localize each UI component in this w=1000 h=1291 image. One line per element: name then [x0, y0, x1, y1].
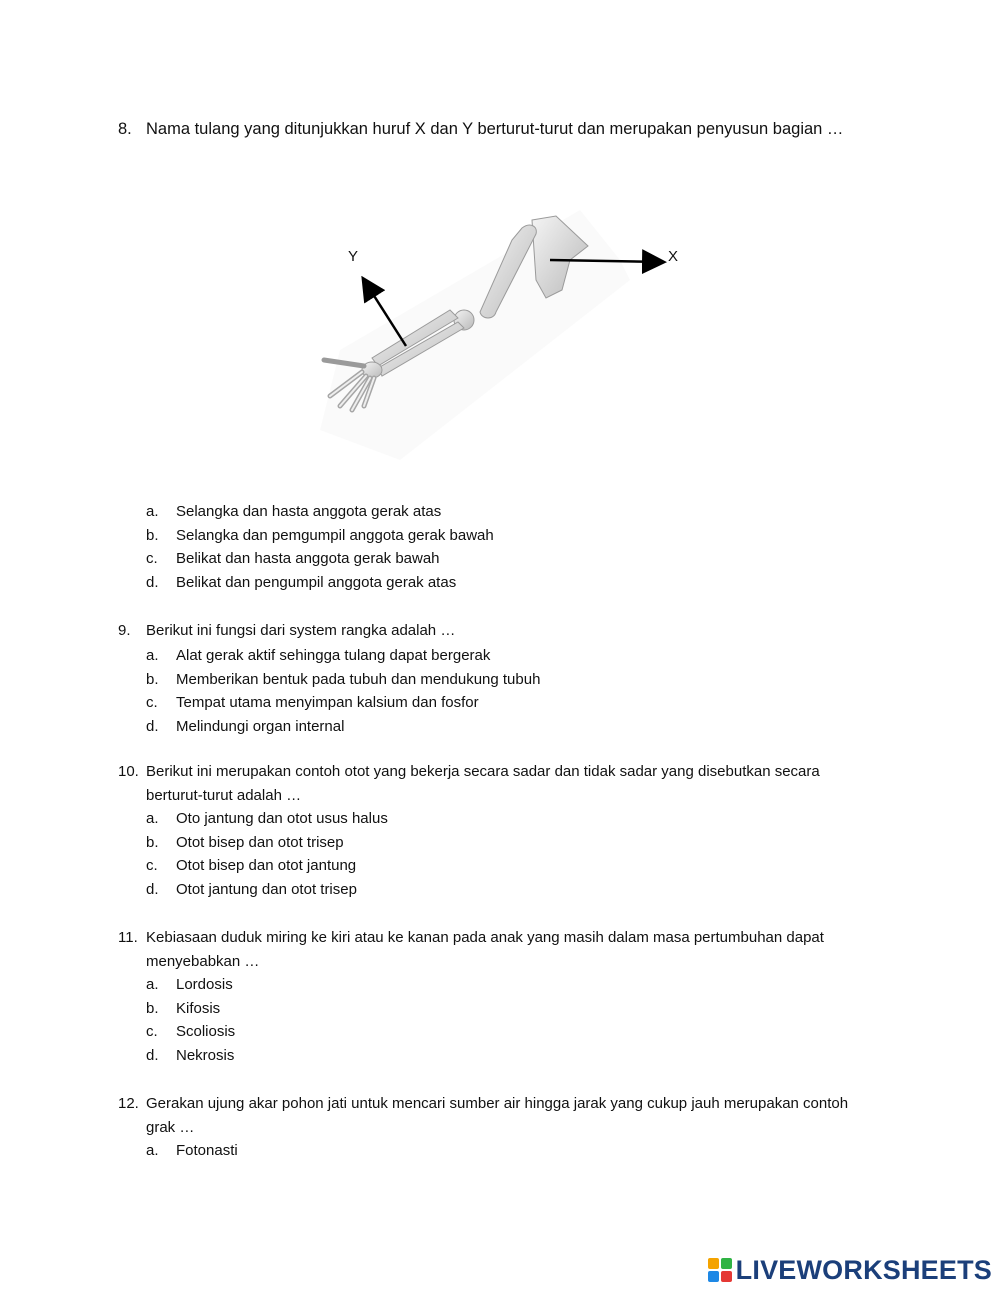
- liveworksheets-brand[interactable]: [708, 1254, 992, 1286]
- option-letter: d.: [146, 717, 159, 735]
- option-text: Scoliosis: [176, 1023, 236, 1041]
- question-text: Berikut ini fungsi dari system rangka adalah …: [146, 622, 456, 639]
- option-text: Belikat dan hasta anggota gerak bawah: [176, 550, 440, 568]
- option-letter: d.: [146, 1046, 159, 1064]
- option-text: Memberikan bentuk pada tubuh dan mendukung tubuh: [176, 670, 541, 688]
- option-c[interactable]: [118, 691, 878, 715]
- question-number: 12.: [118, 1095, 139, 1112]
- option-letter: a.: [146, 976, 159, 994]
- option-text: Otot bisep dan otot trisep: [176, 833, 344, 851]
- question-12: [118, 1092, 878, 1163]
- option-a[interactable]: [118, 644, 878, 668]
- question-text: Nama tulang yang ditunjukkan huruf X dan Y berturut-turut dan merupakan penyusun bagian …: [146, 120, 844, 138]
- option-d[interactable]: [118, 1044, 878, 1068]
- option-text: Belikat dan pengumpil anggota gerak atas: [176, 573, 457, 591]
- option-c[interactable]: [118, 547, 878, 571]
- option-letter: b.: [146, 526, 159, 544]
- option-letter: d.: [146, 880, 159, 898]
- label-y: Y: [348, 248, 359, 265]
- option-d[interactable]: [118, 715, 878, 739]
- option-letter: c.: [146, 1023, 158, 1041]
- question-11-options: [118, 973, 878, 1067]
- question-10-options: [118, 807, 878, 901]
- option-text: Otot bisep dan otot jantung: [176, 857, 357, 875]
- option-letter: c.: [146, 857, 158, 875]
- question-number: 9.: [118, 622, 131, 639]
- option-b[interactable]: [118, 997, 878, 1021]
- question-text: Berikut ini merupakan contoh otot yang bekerja secara sadar dan tidak sadar yang disebutkan secara berturut-turut adalah …: [146, 763, 820, 804]
- option-a[interactable]: [118, 500, 878, 524]
- question-8: [118, 116, 878, 143]
- option-text: Lordosis: [176, 976, 233, 994]
- arm-skeleton-figure: [300, 200, 700, 480]
- label-x: X: [668, 248, 679, 265]
- option-a[interactable]: [118, 973, 878, 997]
- option-letter: d.: [146, 573, 159, 591]
- option-text: Selangka dan hasta anggota gerak atas: [176, 503, 442, 520]
- question-stem: [118, 1092, 878, 1139]
- option-letter: b.: [146, 833, 159, 851]
- option-b[interactable]: [118, 831, 878, 855]
- liveworksheets-logo-icon: [708, 1258, 732, 1282]
- option-letter: a.: [146, 1142, 159, 1160]
- question-12-options: [118, 1139, 878, 1163]
- option-letter: a.: [146, 810, 159, 828]
- option-letter: b.: [146, 999, 159, 1017]
- option-a[interactable]: [118, 1139, 878, 1163]
- question-stem: [118, 760, 878, 807]
- option-letter: c.: [146, 550, 158, 568]
- question-number: 8.: [118, 120, 132, 138]
- option-text: Melindungi organ internal: [176, 717, 345, 735]
- question-8-options: [118, 500, 878, 594]
- option-text: Fotonasti: [176, 1142, 238, 1160]
- option-d[interactable]: [118, 878, 878, 902]
- option-text: Oto jantung dan otot usus halus: [176, 810, 388, 828]
- question-stem: [118, 926, 878, 973]
- option-letter: c.: [146, 694, 158, 712]
- question-stem: [118, 618, 878, 644]
- question-number: 10.: [118, 763, 139, 780]
- option-text: Alat gerak aktif sehingga tulang dapat bergerak: [176, 647, 491, 664]
- question-9-options: [118, 644, 878, 738]
- question-9: [118, 618, 878, 738]
- question-text: Kebiasaan duduk miring ke kiri atau ke kanan pada anak yang masih dalam masa pertumbuhan dapat menyebabkan …: [146, 929, 824, 970]
- question-11: [118, 926, 878, 1068]
- option-c[interactable]: [118, 854, 878, 878]
- question-text: Gerakan ujung akar pohon jati untuk mencari sumber air hingga jarak yang cukup jauh merupakan contoh grak …: [146, 1095, 849, 1136]
- option-letter: a.: [146, 647, 159, 664]
- option-c[interactable]: [118, 1020, 878, 1044]
- option-letter: b.: [146, 670, 159, 688]
- option-b[interactable]: [118, 668, 878, 692]
- option-text: Tempat utama menyimpan kalsium dan fosfor: [176, 694, 479, 712]
- option-b[interactable]: [118, 524, 878, 548]
- option-text: Otot jantung dan otot trisep: [176, 880, 357, 898]
- option-a[interactable]: [118, 807, 878, 831]
- question-stem: [118, 116, 878, 143]
- option-d[interactable]: [118, 571, 878, 595]
- option-letter: a.: [146, 503, 159, 520]
- option-text: Kifosis: [176, 999, 221, 1017]
- question-number: 11.: [118, 929, 138, 946]
- option-text: Selangka dan pemgumpil anggota gerak bawah: [176, 526, 494, 544]
- arm-skeleton-illustration: [300, 200, 700, 480]
- option-text: Nekrosis: [176, 1046, 235, 1064]
- brand-wordmark: LIVEWORKSHEETS: [735, 1254, 992, 1285]
- question-10: [118, 760, 878, 902]
